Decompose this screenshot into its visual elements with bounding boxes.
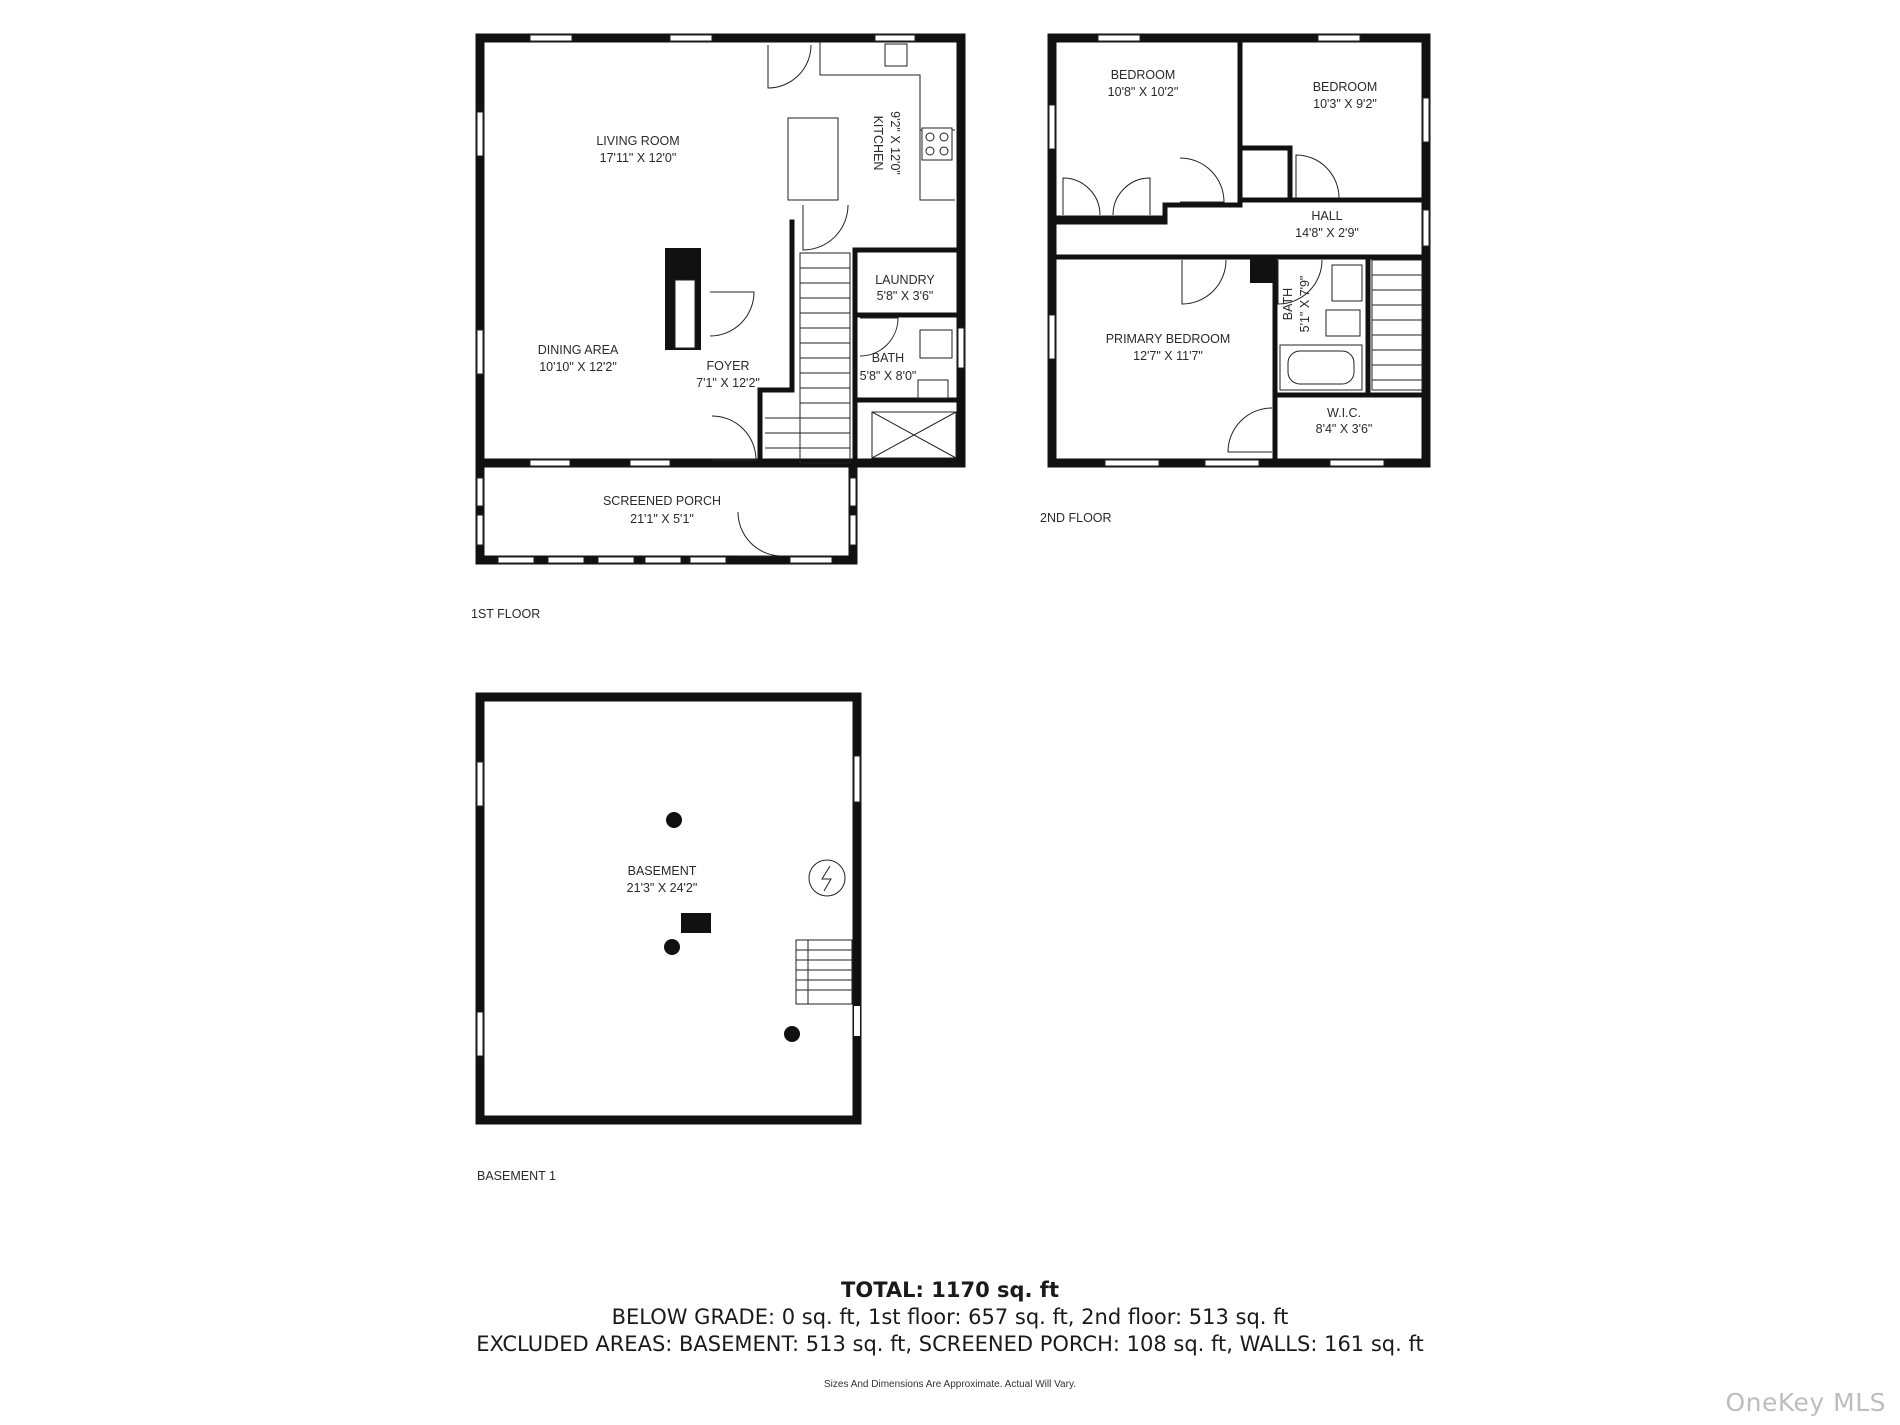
column-icon [666, 812, 682, 828]
stairs-icon [1372, 260, 1422, 390]
bedroom-1-name: BEDROOM [1110, 68, 1176, 82]
bedroom-2-dims: 10'3" X 9'2" [1313, 97, 1377, 111]
wic-name: W.I.C. [1326, 406, 1362, 420]
sink-icon [885, 44, 907, 66]
window-icons [477, 756, 860, 1056]
watermark-logo: OneKey MLS [1725, 1388, 1886, 1417]
bathtub-icon [1280, 345, 1362, 390]
second-floor-bath-name: BATH [1281, 287, 1295, 321]
hall-wall [1052, 205, 1426, 257]
basement-dims: 21'3" X 24'2" [626, 881, 698, 895]
bath-name: BATH [871, 351, 905, 365]
stairs-icon [796, 940, 852, 1004]
disclaimer-text: Sizes And Dimensions Are Approximate. Actual Will Vary. [824, 1379, 1076, 1390]
stair-wall [760, 250, 792, 463]
column-icon [664, 939, 680, 955]
sink-icon [1332, 265, 1362, 301]
primary-bedroom-name: PRIMARY BEDROOM [1105, 332, 1231, 346]
kitchen-island [788, 118, 838, 200]
range-icon [922, 128, 952, 160]
second-floor-label: 2ND FLOOR [1040, 511, 1112, 525]
basement-floor-label: BASEMENT 1 [477, 1169, 556, 1183]
bedroom-1-dims: 10'8" X 10'2" [1107, 85, 1179, 99]
door-swing-icon [1296, 155, 1339, 198]
laundry-dims: 5'8" X 3'6" [876, 289, 934, 303]
dining-area-dims: 10'10" X 12'2" [539, 360, 617, 374]
basement-exterior-wall [480, 697, 857, 1120]
foyer-name: FOYER [706, 359, 750, 373]
toilet-icon [918, 380, 948, 398]
hall-dims: 14'8" X 2'9" [1295, 226, 1359, 240]
door-swing-icon [712, 416, 756, 460]
total-area-title: TOTAL: 1170 sq. ft [841, 1278, 1059, 1302]
basement-plan [477, 697, 860, 1183]
wic-dims: 8'4" X 3'6" [1315, 422, 1373, 436]
area-breakdown-line: BELOW GRADE: 0 sq. ft, 1st floor: 657 sq. ft, 2nd floor: 513 sq. ft [611, 1305, 1289, 1329]
support-post-icon [681, 913, 711, 933]
living-room-dims: 17'11" X 12'0" [599, 151, 677, 165]
laundry-name: LAUNDRY [875, 273, 935, 287]
door-swing-icon [1063, 178, 1100, 215]
bath-dims: 5'8" X 8'0" [859, 369, 917, 383]
door-swing-icon [1182, 260, 1226, 304]
door-swing-icon [738, 512, 782, 556]
first-floor-label: 1ST FLOOR [471, 607, 541, 621]
second-floor-bath-dims: 5'1" X 7'9" [1298, 275, 1312, 333]
kitchen-dims: 9'2" X 12'0" [888, 111, 902, 175]
bedroom-2-name: BEDROOM [1312, 80, 1378, 94]
excluded-areas-line: EXCLUDED AREAS: BASEMENT: 513 sq. ft, SCREENED PORCH: 108 sq. ft, WALLS: 161 sq. ft [476, 1332, 1424, 1356]
kitchen-wall [792, 222, 961, 250]
first-floor-plan [471, 35, 964, 621]
second-floor-plan [1040, 35, 1429, 525]
primary-bedroom-dims: 12'7" X 11'7" [1133, 349, 1203, 363]
door-swing-icon [1113, 178, 1150, 215]
kitchen-name: KITCHEN [871, 115, 885, 171]
door-swing-icon [1228, 408, 1272, 452]
dining-area-name: DINING AREA [537, 343, 619, 357]
column-icon [784, 1026, 800, 1042]
door-swing-icon [768, 45, 811, 88]
foyer-dims: 7'1" X 12'2" [696, 376, 760, 390]
sink-icon [920, 330, 952, 358]
door-swing-icon [1180, 158, 1224, 202]
chimney-icon [1250, 257, 1275, 283]
fireplace-icon [675, 280, 695, 348]
water-heater-icon [809, 860, 845, 896]
toilet-icon [1326, 310, 1360, 336]
door-swing-icon [803, 205, 848, 250]
door-swing-icon [710, 292, 754, 336]
hall-name: HALL [1311, 209, 1343, 223]
screened-porch-name: SCREENED PORCH [602, 494, 722, 508]
closet-wall [1243, 148, 1290, 200]
stairs-icon [765, 253, 850, 463]
basement-name: BASEMENT [627, 864, 697, 878]
screened-porch-dims: 21'1" X 5'1" [630, 512, 694, 526]
shower-icon [872, 412, 956, 458]
living-room-name: LIVING ROOM [596, 134, 680, 148]
